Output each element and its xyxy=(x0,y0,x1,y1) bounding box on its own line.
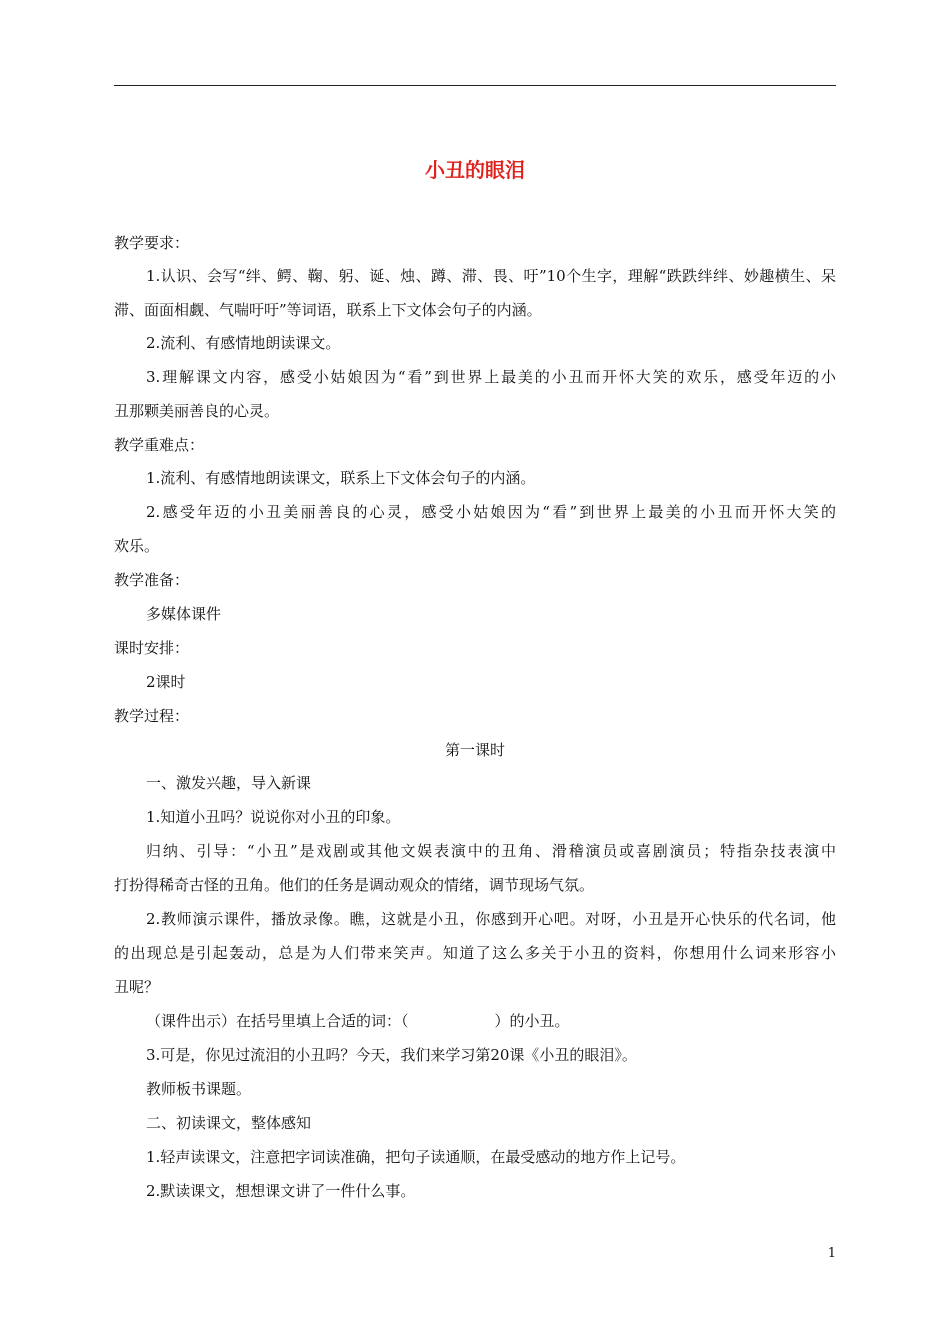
paragraph-line: 2课时 xyxy=(146,673,186,691)
section-heading: 二、初读课文，整体感知 xyxy=(146,1114,312,1132)
paragraph-line: 打扮得稀奇古怪的丑角。他们的任务是调动观众的情绪，调节现场气氛。 xyxy=(114,876,595,894)
heading-preparation: 教学准备： xyxy=(114,571,190,589)
page-number: 1 xyxy=(827,1246,836,1261)
paragraph-line: 教师板书课题。 xyxy=(146,1080,252,1098)
paragraph-line: 欢乐。 xyxy=(114,537,160,555)
paragraph-line: 多媒体课件 xyxy=(146,605,222,623)
paragraph-line: 2.流利、有感情地朗读课文。 xyxy=(146,334,341,352)
paragraph-line: 3.可是，你见过流泪的小丑吗？今天，我们来学习第20课《小丑的眼泪》。 xyxy=(146,1046,637,1064)
paragraph-line: 的出现总是引起轰动，总是为人们带来笑声。知道了这么多关于小丑的资料，你想用什么词来形容小 xyxy=(114,944,836,962)
heading-key-points: 教学重难点： xyxy=(114,436,205,454)
header-rule xyxy=(114,85,836,86)
document-title: 小丑的眼泪 xyxy=(425,158,525,182)
paragraph-line: 滞、面面相觑、气喘吁吁”等词语，联系上下文体会句子的内涵。 xyxy=(114,301,542,319)
fill-in-line xyxy=(146,1010,570,1032)
paragraph-line: 丑呢？ xyxy=(114,978,160,996)
paragraph-line: 1.流利、有感情地朗读课文，联系上下文体会句子的内涵。 xyxy=(146,469,536,487)
paragraph-line: 2.感受年迈的小丑美丽善良的心灵，感受小姑娘因为“看”到世界上最美的小丑而开怀大笑的 xyxy=(146,503,836,521)
paragraph-line: 1.知道小丑吗？说说你对小丑的印象。 xyxy=(146,808,401,826)
section-heading: 一、激发兴趣，导入新课 xyxy=(146,774,312,792)
lesson-heading: 第一课时 xyxy=(444,741,505,759)
paragraph-line: 归纳、引导：“小丑”是戏剧或其他文娱表演中的丑角、滑稽演员或喜剧演员；特指杂技表演中 xyxy=(146,842,836,860)
paragraph-line: 1.轻声读课文，注意把字词读准确，把句子读通顺，在最受感动的地方作上记号。 xyxy=(146,1148,686,1166)
heading-process: 教学过程： xyxy=(114,707,190,725)
paragraph-line: 丑那颗美丽善良的心灵。 xyxy=(114,402,280,420)
paragraph-line: 3.理解课文内容，感受小姑娘因为“看”到世界上最美的小丑而开怀大笑的欢乐，感受年迈的小 xyxy=(146,368,836,386)
paragraph-line: 2.教师演示课件，播放录像。瞧，这就是小丑，你感到开心吧。对呀，小丑是开心快乐的代名词，他 xyxy=(146,910,836,928)
heading-schedule: 课时安排： xyxy=(114,639,190,657)
fill-in-prompt: （课件出示）在括号里填上合适的词：（ xyxy=(146,1012,409,1030)
paragraph-line: 1.认识、会写“绊、鳄、鞠、躬、诞、烛、蹲、滞、畏、吁”10个生字，理解“跌跌绊绊、妙趣横生、呆 xyxy=(146,267,836,285)
heading-requirements: 教学要求： xyxy=(114,234,190,252)
paragraph-line: 2.默读课文，想想课文讲了一件什么事。 xyxy=(146,1182,416,1200)
fill-in-suffix: ）的小丑。 xyxy=(494,1012,570,1030)
